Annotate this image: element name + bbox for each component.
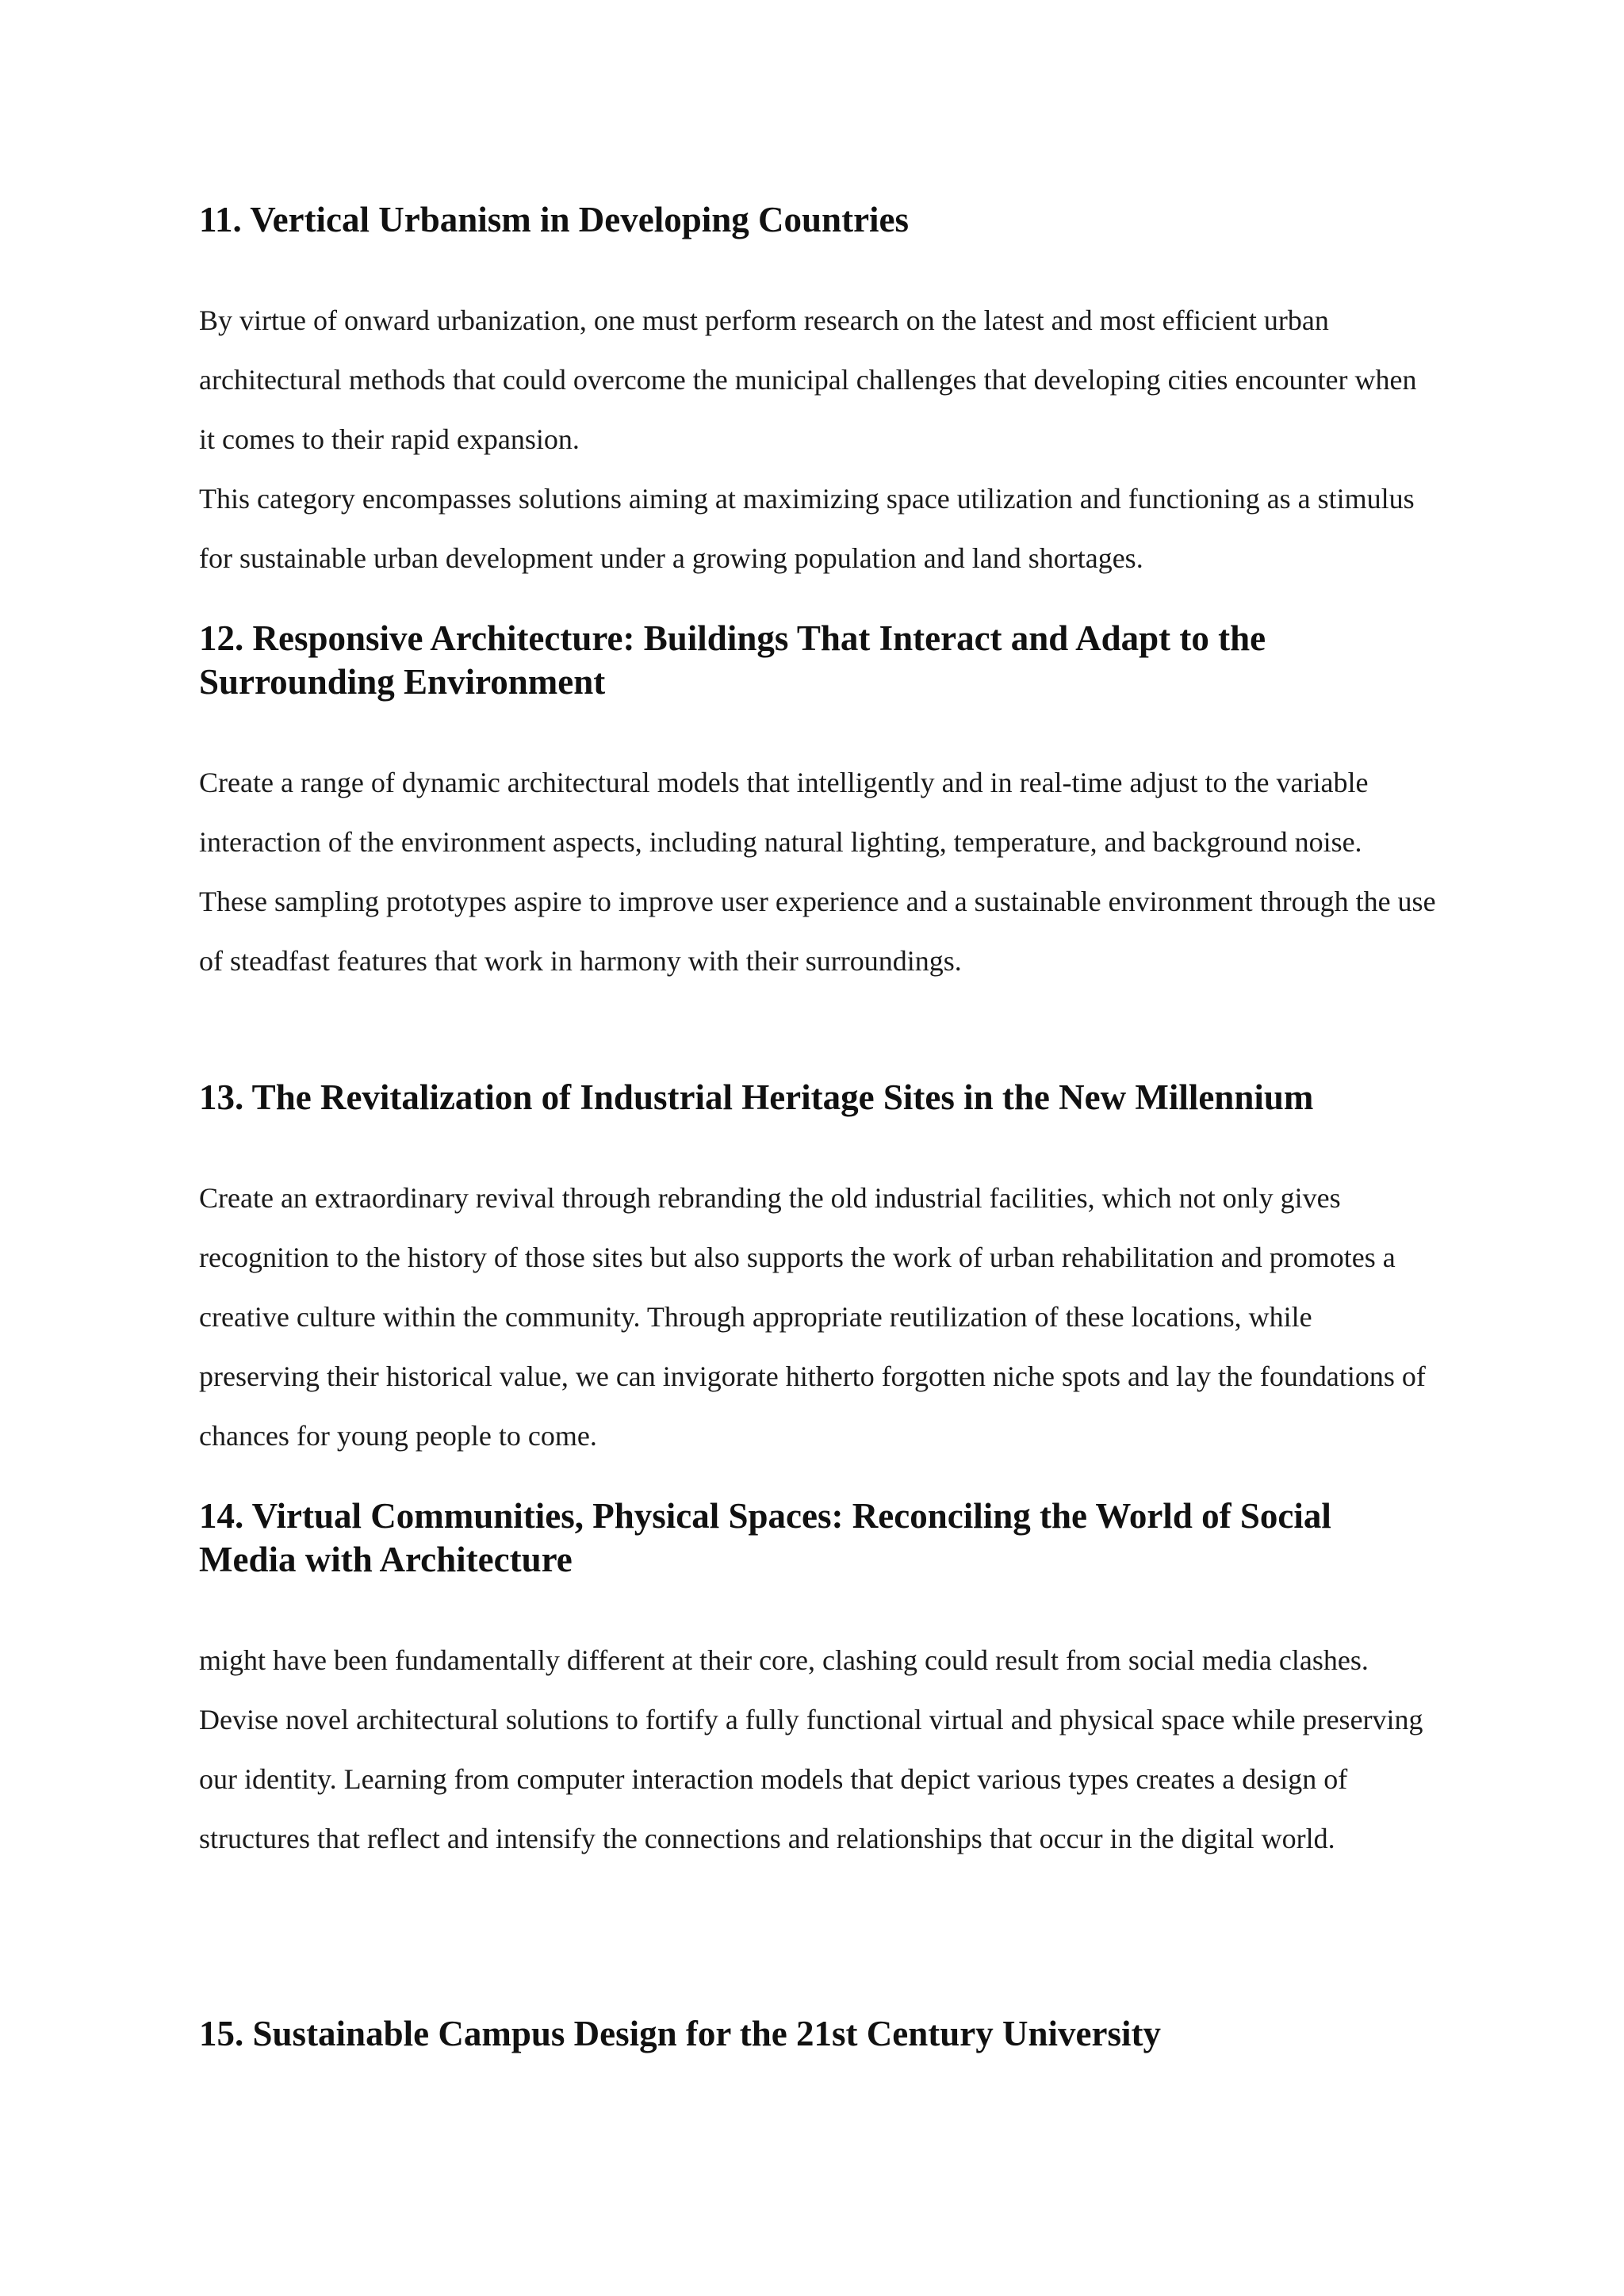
- section-15: [199, 2012, 1436, 2056]
- section-body: [199, 753, 1436, 991]
- section-14: [199, 1494, 1436, 1854]
- section-heading: 15. Sustainable Campus Design for the 21st Century University: [199, 2014, 1161, 2053]
- section-12: [199, 617, 1436, 977]
- paragraph: Create a range of dynamic architectural models that intelligently and in real-time adjust to the variable interaction of the environment aspects, including natural lighting, temperature, and background noise.: [199, 767, 1369, 858]
- section-body: [199, 1169, 1436, 1466]
- paragraph: By virtue of onward urbanization, one must perform research on the latest and most efficient urban architectural methods that could overcome the municipal challenges that developing cities encounter when it comes to their rapid expansion.: [199, 304, 1417, 455]
- paragraph: These sampling prototypes aspire to improve user experience and a sustainable environment through the use of steadfast features that work in harmony with their surroundings.: [199, 886, 1436, 977]
- paragraph: This category encompasses solutions aiming at maximizing space utilization and functioning as a stimulus for sustainable urban development under a growing population and land shortages.: [199, 483, 1415, 574]
- section-body: [199, 1631, 1436, 1869]
- section-heading: 13. The Revitalization of Industrial Heritage Sites in the New Millennium: [199, 1077, 1314, 1117]
- section-11: [199, 198, 1436, 574]
- section-heading: 12. Responsive Architecture: Buildings That Interact and Adapt to the Surrounding Environment: [199, 618, 1266, 702]
- section-heading: 11. Vertical Urbanism in Developing Countries: [199, 200, 910, 239]
- paragraph: Devise novel architectural solutions to fortify a fully functional virtual and physical space while preserving our identity. Learning from computer interaction models that depict various types creates a design of structures that reflect and intensify the connections and relationships that occur in the digital world.: [199, 1704, 1423, 1854]
- section-body: [199, 291, 1436, 588]
- section-13: [199, 1076, 1436, 1452]
- paragraph: Create an extraordinary revival through rebranding the old industrial facilities, which not only gives recognition to the history of those sites but also supports the work of urban rehabilitation and promotes a creative culture within the community. Through appropriate reutilization of these locations, while preserving their historical value, we can invigorate hitherto forgotten niche spots and lay the foundations of chances for young people to come.: [199, 1182, 1426, 1452]
- paragraph: might have been fundamentally different at their core, clashing could result from social media clashes.: [199, 1644, 1369, 1676]
- section-heading: 14. Virtual Communities, Physical Spaces: Reconciling the World of Social Media with Architecture: [199, 1496, 1331, 1579]
